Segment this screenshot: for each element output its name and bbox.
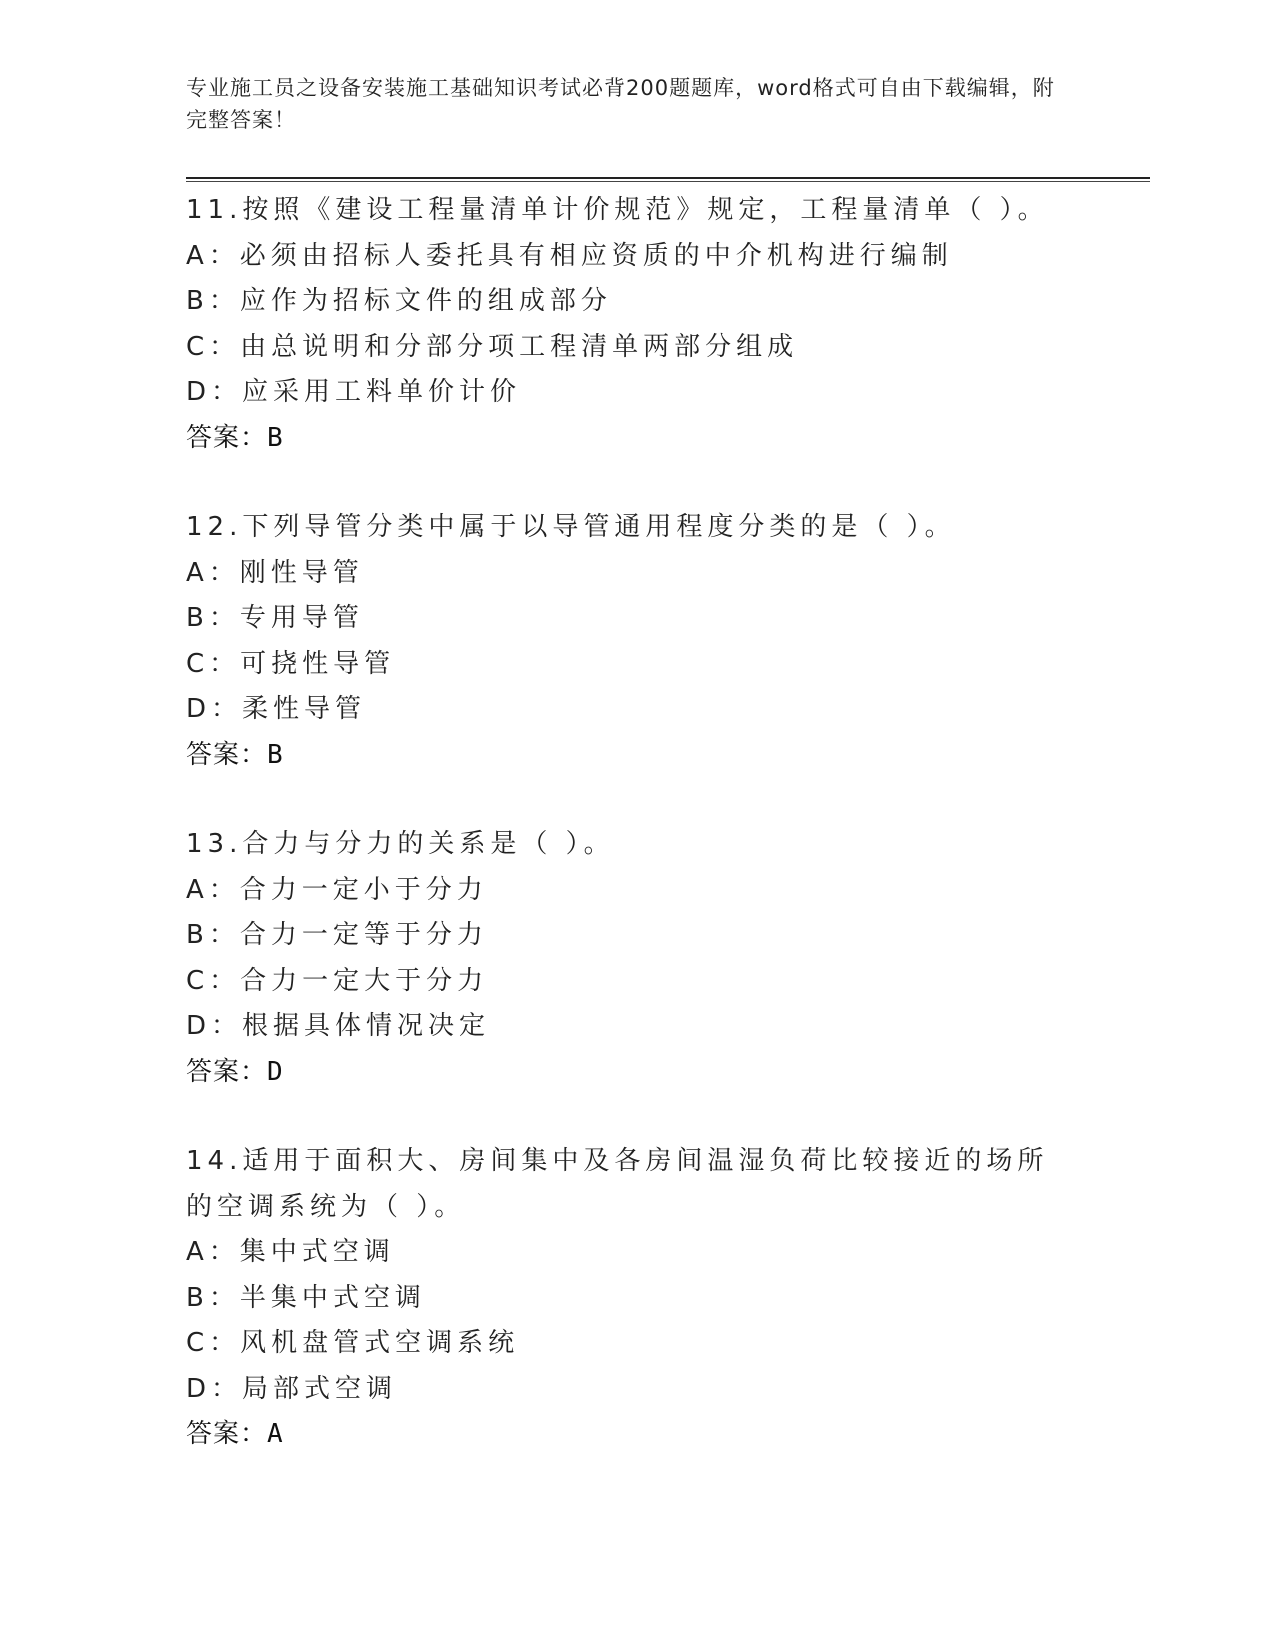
option-a: A：刚性导管 [186,557,364,588]
answer-line [186,1050,1086,1096]
option-b: B：应作为招标文件的组成部分 [186,286,612,316]
question-11 [186,188,1086,461]
answer-label: 答案： [186,739,268,770]
option-d: D：局部式空调 [186,1373,398,1404]
document-header: 专业施工员之设备安装施工基础知识考试必背200题题库，word格式可自由下载编辑，附完整答案！ [186,76,1055,132]
question-list [186,188,1086,1502]
question-stem: 14.适用于面积大、房间集中及各房间温湿负荷比较接近的场所的空调系统为（ ）。 [186,1146,1049,1222]
option-c: C：由总说明和分部分项工程清单两部分组成 [186,331,799,362]
option-b: B：专用导管 [186,603,364,633]
answer-line [186,733,1086,779]
question-12 [186,505,1086,778]
option-a: A：必须由招标人委托具有相应资质的中介机构进行编制 [186,240,953,271]
header-divider-thin [186,181,1150,182]
option-d: D：应采用工料单价计价 [186,377,522,407]
option-c: C：风机盘管式空调系统 [186,1328,520,1358]
question-stem: 11.按照《建设工程量清单计价规范》规定，工程量清单（ ）。 [186,195,1049,225]
answer-line [186,1412,1086,1458]
header-divider-thick [186,177,1150,179]
question-stem: 13.合力与分力的关系是（ ）。 [186,829,615,859]
answer-label: 答案： [186,1419,268,1449]
question-14 [186,1139,1086,1458]
answer-value: A [267,1419,284,1449]
answer-value: D [267,1056,284,1087]
answer-label: 答案： [186,1056,268,1087]
option-a: A：合力一定小于分力 [186,874,488,905]
option-b: B：半集中式空调 [186,1282,426,1313]
answer-value: B [267,422,284,453]
option-d: D：柔性导管 [186,694,367,724]
option-b: B：合力一定等于分力 [186,920,488,950]
answer-value: B [267,739,284,770]
option-c: C：合力一定大于分力 [186,965,489,996]
option-d: D：根据具体情况决定 [186,1011,491,1041]
answer-line [186,416,1086,462]
question-13 [186,822,1086,1095]
option-c: C：可挠性导管 [186,648,396,679]
answer-label: 答案： [186,422,268,453]
question-stem: 12.下列导管分类中属于以导管通用程度分类的是（ ）。 [186,512,956,542]
option-a: A：集中式空调 [186,1237,395,1267]
